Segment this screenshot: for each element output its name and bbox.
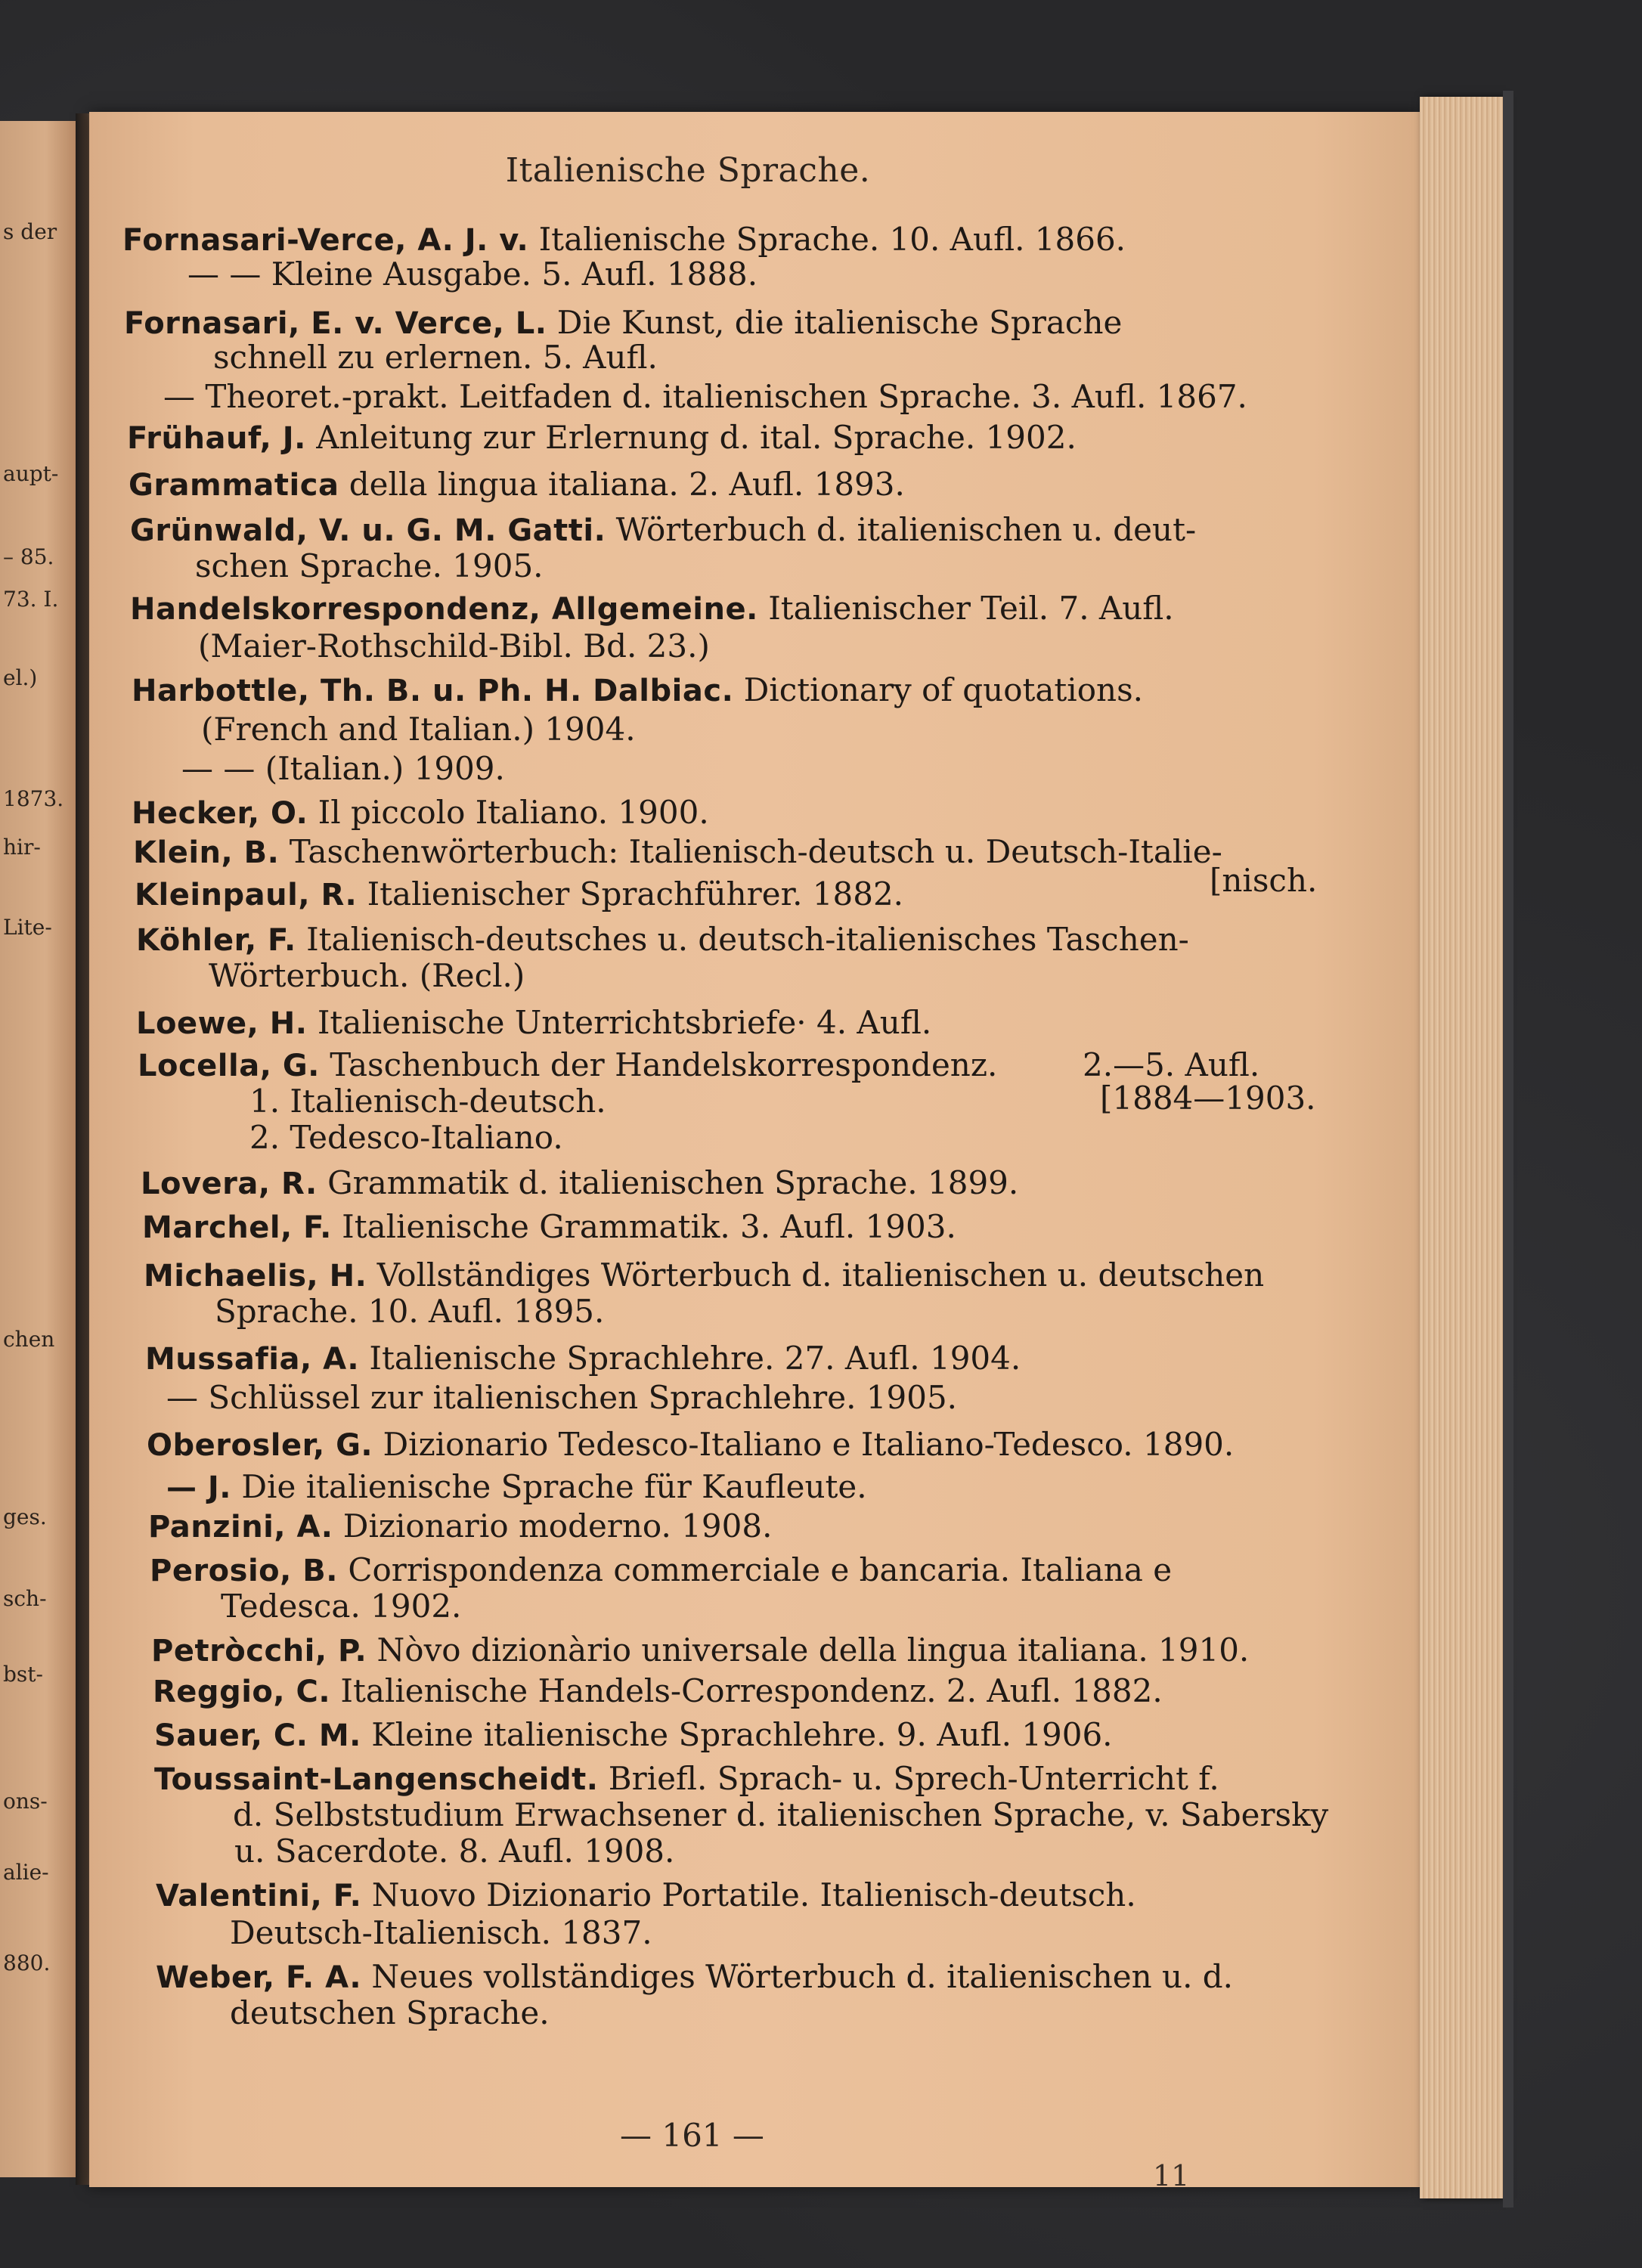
entry-line [135, 875, 904, 912]
entry-text: Italienische Handels-Correspondenz. 2. Aufl. 1882. [340, 1672, 1163, 1709]
entry-text: Sprache. 10. Aufl. 1895. [215, 1293, 605, 1330]
entry-line [144, 1256, 1265, 1294]
entry-author: Grammatica [129, 468, 339, 503]
entry-line [133, 833, 1222, 870]
entry-text: Italienische Sprache. 10. Aufl. 1866. [538, 221, 1126, 258]
continuation-klein: [nisch. [1210, 862, 1318, 899]
entry-line [129, 466, 905, 503]
entry-text: Kleine italienische Sprachlehre. 9. Aufl. 1906. [371, 1716, 1113, 1753]
entry-text: Wörterbuch d. italienischen u. deut- [615, 511, 1197, 548]
entry-author: Harbottle, Th. B. u. Ph. H. Dalbiac. [132, 674, 734, 708]
entry-author: Fornasari-Verce, A. J. v. [122, 223, 529, 258]
entry-line [221, 1588, 462, 1625]
margin-fragment: sch- [3, 1586, 47, 1611]
margin-fragment: 880. [3, 1950, 51, 1975]
entry-text: 1. Italienisch-deutsch. [249, 1083, 606, 1120]
entry-line [136, 1004, 932, 1041]
entry-text: Die Kunst, die italienische Sprache [556, 304, 1123, 341]
entry-text: Dizionario Tedesco-Italiano e Italiano-Tedesco. 1890. [383, 1426, 1235, 1463]
entry-line [145, 1340, 1021, 1377]
margin-fragment: ges. [3, 1504, 47, 1529]
entry-text: Nuovo Dizionario Portatile. Italienisch-deutsch. [371, 1876, 1136, 1913]
entry-line [209, 957, 525, 994]
entry-line [166, 1468, 867, 1505]
entry-line [130, 590, 1174, 627]
entry-text: Wörterbuch. (Recl.) [209, 957, 525, 994]
locella-edition: 2.—5. Aufl. [1083, 1046, 1260, 1083]
entry-line [249, 1119, 563, 1156]
margin-fragment: alie- [3, 1860, 49, 1885]
book-cover-edge [1503, 91, 1513, 2208]
entry-text: u. Sacerdote. 8. Aufl. 1908. [234, 1833, 675, 1870]
entry-text: Italienischer Teil. 7. Aufl. [768, 590, 1174, 627]
entry-text: 2. Tedesco-Italiano. [249, 1119, 563, 1156]
entry-text: — — (Italian.) 1909. [181, 750, 505, 787]
entry-text: Corrispondenza commerciale e bancaria. Italiana e [348, 1551, 1173, 1588]
entry-author: Loewe, H. [136, 1006, 308, 1041]
entry-line [156, 1876, 1136, 1913]
entry-author: Frühauf, J. [127, 421, 306, 456]
entry-author: Handelskorrespondenz, Allgemeine. [130, 592, 758, 627]
entry-line [151, 1631, 1250, 1668]
margin-fragment: el.) [3, 665, 38, 690]
entry-line [166, 1379, 958, 1416]
margin-fragment: 1873. [3, 786, 64, 811]
entry-author: Oberosler, G. [147, 1428, 373, 1463]
entry-line [215, 1293, 605, 1330]
entry-line [187, 256, 758, 293]
entry-text: Deutsch-Italienisch. 1837. [230, 1914, 652, 1951]
entry-text: della lingua italiana. 2. Aufl. 1893. [349, 466, 905, 503]
entry-line [136, 921, 1189, 958]
entry-line [156, 1958, 1234, 1995]
entry-line [233, 1796, 1329, 1833]
margin-fragment: – 85. [3, 544, 54, 569]
entry-line [198, 627, 710, 665]
entry-text: Italienische Sprachlehre. 27. Aufl. 1904. [369, 1340, 1021, 1377]
entry-text: — Theoret.-prakt. Leitfaden d. italienischen Sprache. 3. Aufl. 1867. [163, 378, 1247, 415]
entry-text: Die italienische Sprache für Kaufleute. [241, 1468, 867, 1505]
entry-line [132, 794, 709, 831]
margin-fragment: aupt- [3, 461, 59, 486]
entry-text: Dictionary of quotations. [743, 671, 1143, 708]
entry-text: Tedesca. 1902. [221, 1588, 462, 1625]
margin-fragment: Lite- [3, 915, 52, 940]
page-header: Italienische Sprache. [505, 151, 871, 190]
entry-line [142, 1208, 956, 1245]
entry-line [132, 671, 1143, 708]
entry-line [148, 1507, 773, 1545]
entry-text: Italienische Grammatik. 3. Aufl. 1903. [342, 1208, 956, 1245]
entry-line [195, 547, 544, 584]
entry-line [154, 1760, 1219, 1797]
entry-line [122, 221, 1126, 258]
entry-text: Il piccolo Italiano. 1900. [318, 794, 709, 831]
entry-author: Weber, F. A. [156, 1960, 362, 1995]
entry-line [201, 711, 636, 748]
entry-line [181, 750, 505, 787]
entry-line [213, 339, 658, 376]
entry-line [153, 1672, 1163, 1709]
margin-fragment: chen [3, 1327, 55, 1352]
entry-author: — J. [166, 1470, 232, 1505]
entry-line [163, 378, 1247, 415]
entry-author: Michaelis, H. [144, 1259, 367, 1294]
page-edges [1420, 97, 1503, 2198]
entry-author: Köhler, F. [136, 923, 296, 958]
entry-author: Perosio, B. [150, 1554, 338, 1588]
entry-text: — — Kleine Ausgabe. 5. Aufl. 1888. [187, 256, 758, 293]
entry-author: Marchel, F. [142, 1210, 332, 1245]
locella-years: [1884—1903. [1100, 1080, 1316, 1117]
entry-line [230, 1914, 652, 1951]
entry-text: Anleitung zur Erlernung d. ital. Sprache. 1902. [316, 419, 1077, 456]
entry-text: (French and Italian.) 1904. [201, 711, 636, 748]
entry-text: Dizionario moderno. 1908. [342, 1507, 773, 1545]
entry-text: Grammatik d. italienischen Sprache. 1899. [327, 1164, 1019, 1201]
entry-line [141, 1164, 1019, 1201]
entry-text: deutschen Sprache. [230, 1994, 550, 2031]
signature-mark: 11 [1153, 2159, 1190, 2192]
entry-line [138, 1046, 998, 1083]
entry-author: Locella, G. [138, 1049, 320, 1083]
entry-line [130, 511, 1197, 548]
entry-author: Mussafia, A. [145, 1342, 360, 1377]
entry-line [124, 304, 1123, 341]
entry-author: Lovera, R. [141, 1167, 318, 1201]
margin-fragment: bst- [3, 1662, 44, 1687]
entry-author: Hecker, O. [132, 796, 308, 831]
entry-author: Grünwald, V. u. G. M. Gatti. [130, 513, 606, 548]
entry-author: Klein, B. [133, 835, 280, 870]
margin-fragment: s der [3, 219, 57, 244]
entry-text: schen Sprache. 1905. [195, 547, 544, 584]
page-number: — 161 — [620, 2117, 764, 2154]
entry-text: Italienische Unterrichtsbriefe· 4. Aufl. [317, 1004, 932, 1041]
entry-author: Sauer, C. M. [154, 1718, 361, 1753]
margin-fragment: hir- [3, 835, 41, 860]
entry-text: Briefl. Sprach- u. Sprech-Unterricht f. [608, 1760, 1219, 1797]
entry-text: Vollständiges Wörterbuch d. italienischen u. deutschen [376, 1256, 1265, 1294]
entry-author: Toussaint-Langenscheidt. [154, 1762, 599, 1797]
entry-line [150, 1551, 1173, 1588]
margin-fragment: ons- [3, 1789, 48, 1814]
entry-line [249, 1083, 606, 1120]
entry-text: Taschenwörterbuch: Italienisch-deutsch u. Deutsch-Italie- [289, 833, 1222, 870]
entry-author: Reggio, C. [153, 1675, 331, 1709]
entry-text: Italienisch-deutsches u. deutsch-italienisches Taschen- [306, 921, 1189, 958]
entry-line [147, 1426, 1235, 1463]
entry-text: Neues vollständiges Wörterbuch d. italienischen u. d. [371, 1958, 1234, 1995]
entry-line [230, 1994, 550, 2031]
entry-text: schnell zu erlernen. 5. Aufl. [213, 339, 658, 376]
entry-text: Nòvo dizionàrio universale della lingua italiana. 1910. [376, 1631, 1250, 1668]
entry-text: d. Selbststudium Erwachsener d. italienischen Sprache, v. Sabersky [233, 1796, 1329, 1833]
entry-text: Taschenbuch der Handelskorrespondenz. [330, 1046, 998, 1083]
entry-author: Fornasari, E. v. Verce, L. [124, 306, 547, 341]
entry-author: Petròcchi, P. [151, 1634, 367, 1668]
entry-author: Panzini, A. [148, 1510, 333, 1545]
entry-author: Valentini, F. [156, 1879, 362, 1913]
entry-line [234, 1833, 675, 1870]
entry-text: — Schlüssel zur italienischen Sprachlehre. 1905. [166, 1379, 958, 1416]
entry-author: Kleinpaul, R. [135, 878, 358, 912]
entry-text: Italienischer Sprachführer. 1882. [367, 875, 904, 912]
entry-line [154, 1716, 1113, 1753]
entry-text: (Maier-Rothschild-Bibl. Bd. 23.) [198, 627, 710, 665]
margin-fragment: 73. I. [3, 587, 59, 612]
entry-line [127, 419, 1077, 456]
